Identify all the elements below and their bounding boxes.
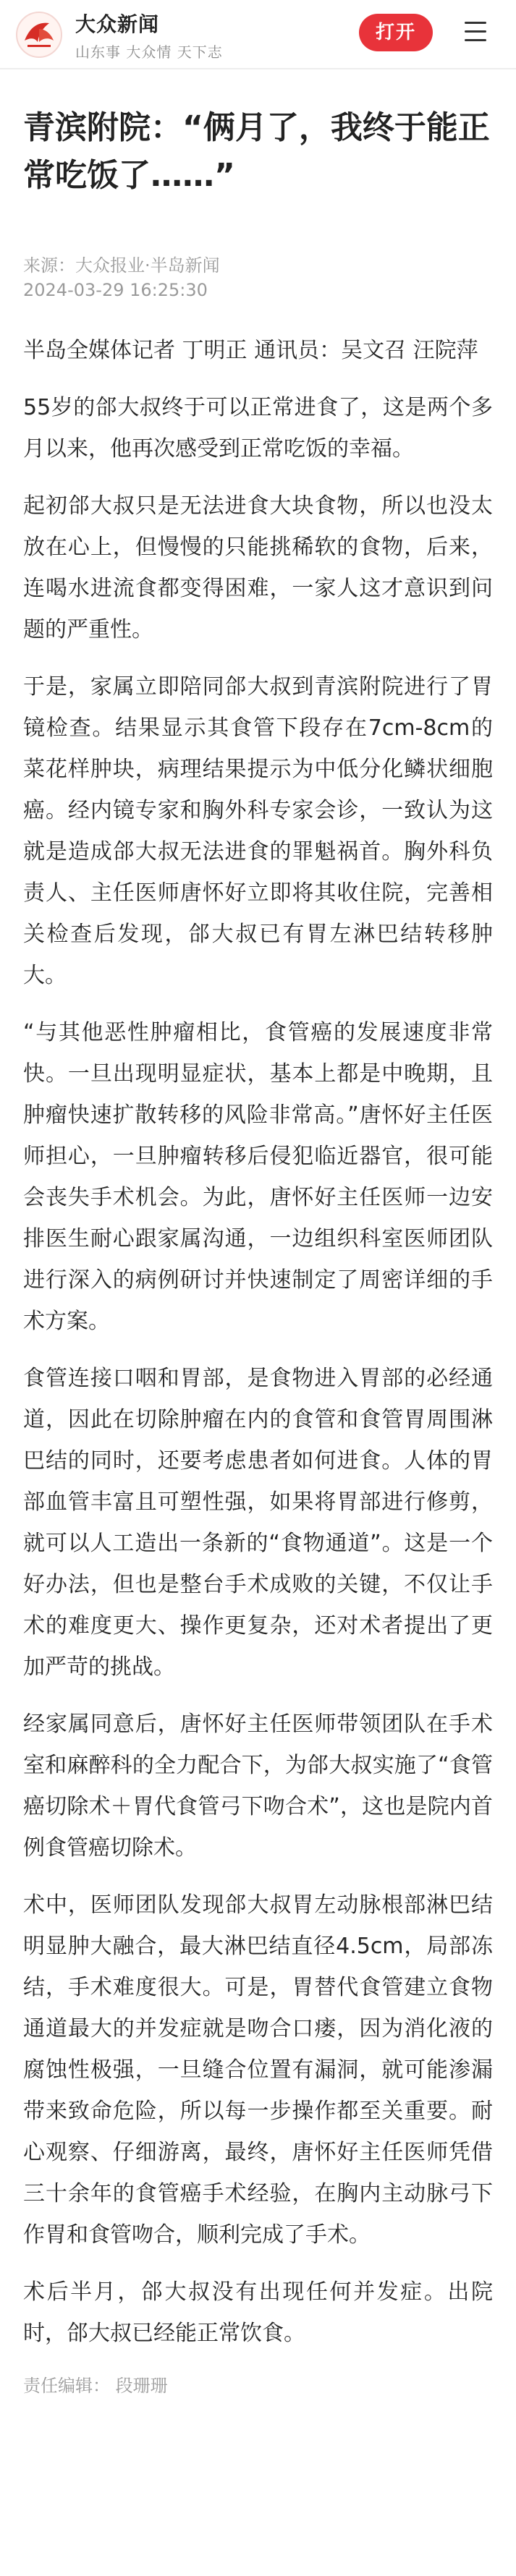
article-paragraph: 于是，家属立即陪同郃大叔到青滨附院进行了胃镜检查。结果显示其食管下段存在7cm-8cm的菜花样肿块，病理结果提示为中低分化鳞状细胞癌。经内镜专家和胸外科专家会诊，一致认为这就是造成郃大叔无法进食的罪魁祸首。胸外科负责人、主任医师唐怀好立即将其收住院，完善相关检查后发现，郃大叔已有胃左淋巴结转移肿大。 (23, 674, 493, 988)
top-app-banner (0, 0, 516, 69)
article-body (0, 104, 516, 2397)
article-paragraph: 食管连接口咽和胃部，是食物进入胃部的必经通道，因此在切除肿瘤在内的食管和食管胃周围淋巴结的同时，还要考虑患者如何进食。人体的胃部血管丰富且可塑性强，如果将胃部进行修剪，就可以人工造出一条新的“食物通道”。这是一个好办法，但也是整台手术成败的关键，不仅让手术的难度更大、操作更复杂，还对术者提出了更加严苛的挑战。 (23, 1366, 493, 1680)
responsible-editor: 责任编辑： 段珊珊 (23, 2376, 168, 2396)
article-timestamp: 2024-03-29 16:25:30 (23, 280, 208, 300)
open-app-button[interactable]: 打开 (359, 14, 433, 51)
article-title: 青滨附院：“俩月了，我终于能正常吃饭了……” (23, 109, 490, 194)
article-paragraph: 半岛全媒体记者 丁明正 通讯员：吴文召 汪院萍 (23, 338, 478, 363)
article-paragraph: 经家属同意后，唐怀好主任医师带领团队在手术室和麻醉科的全力配合下，为郃大叔实施了“食管癌切除术＋胃代食管弓下吻合术”，这也是院内首例食管癌切除术。 (23, 1712, 493, 1861)
article-source: 来源：大众报业·半岛新闻 (23, 255, 220, 276)
app-slogan: 山东事 大众情 天下志 (75, 43, 223, 61)
article-paragraph: 术中，医师团队发现郃大叔胃左动脉根部淋巴结明显肿大融合，最大淋巴结直径4.5cm，局部冻结，手术难度很大。可是，胃替代食管建立食物通道最大的并发症就是吻合口瘘，因为消化液的腐蚀性极强，一旦缝合位置有漏洞，就可能渗漏带来致命危险，所以每一步操作都至关重要。耐心观察、仔细游离，最终，唐怀好主任医师凭借三十余年的食管癌手术经验，在胸内主动脉弓下作胃和食管吻合，顺利完成了手术。 (23, 1892, 493, 2248)
article-paragraph: 起初郃大叔只是无法进食大块食物，所以也没太放在心上，但慢慢的只能挑稀软的食物，后来，连喝水进流食都变得困难，一家人这才意识到问题的严重性。 (23, 493, 493, 642)
article-paragraph: 55岁的郃大叔终于可以正常进食了，这是两个多月以来，他再次感受到正常吃饭的幸福。 (23, 395, 493, 462)
hamburger-menu-icon[interactable] (465, 22, 486, 43)
dazhong-logo-icon[interactable] (16, 12, 62, 58)
app-name: 大众新闻 (75, 12, 160, 36)
article-paragraph: 术后半月，郃大叔没有出现任何并发症。出院时，郃大叔已经能正常饮食。 (23, 2279, 493, 2346)
article-paragraph: “与其他恶性肿瘤相比，食管癌的发展速度非常快。一旦出现明显症状，基本上都是中晚期，且肿瘤快速扩散转移的风险非常高。”唐怀好主任医师担心，一旦肿瘤转移后侵犯临近器官，很可能会丧失手术机会。为此，唐怀好主任医师一边安排医生耐心跟家属沟通，一边组织科室医师团队进行深入的病例研讨并快速制定了周密详细的手术方案。 (23, 1020, 493, 1334)
